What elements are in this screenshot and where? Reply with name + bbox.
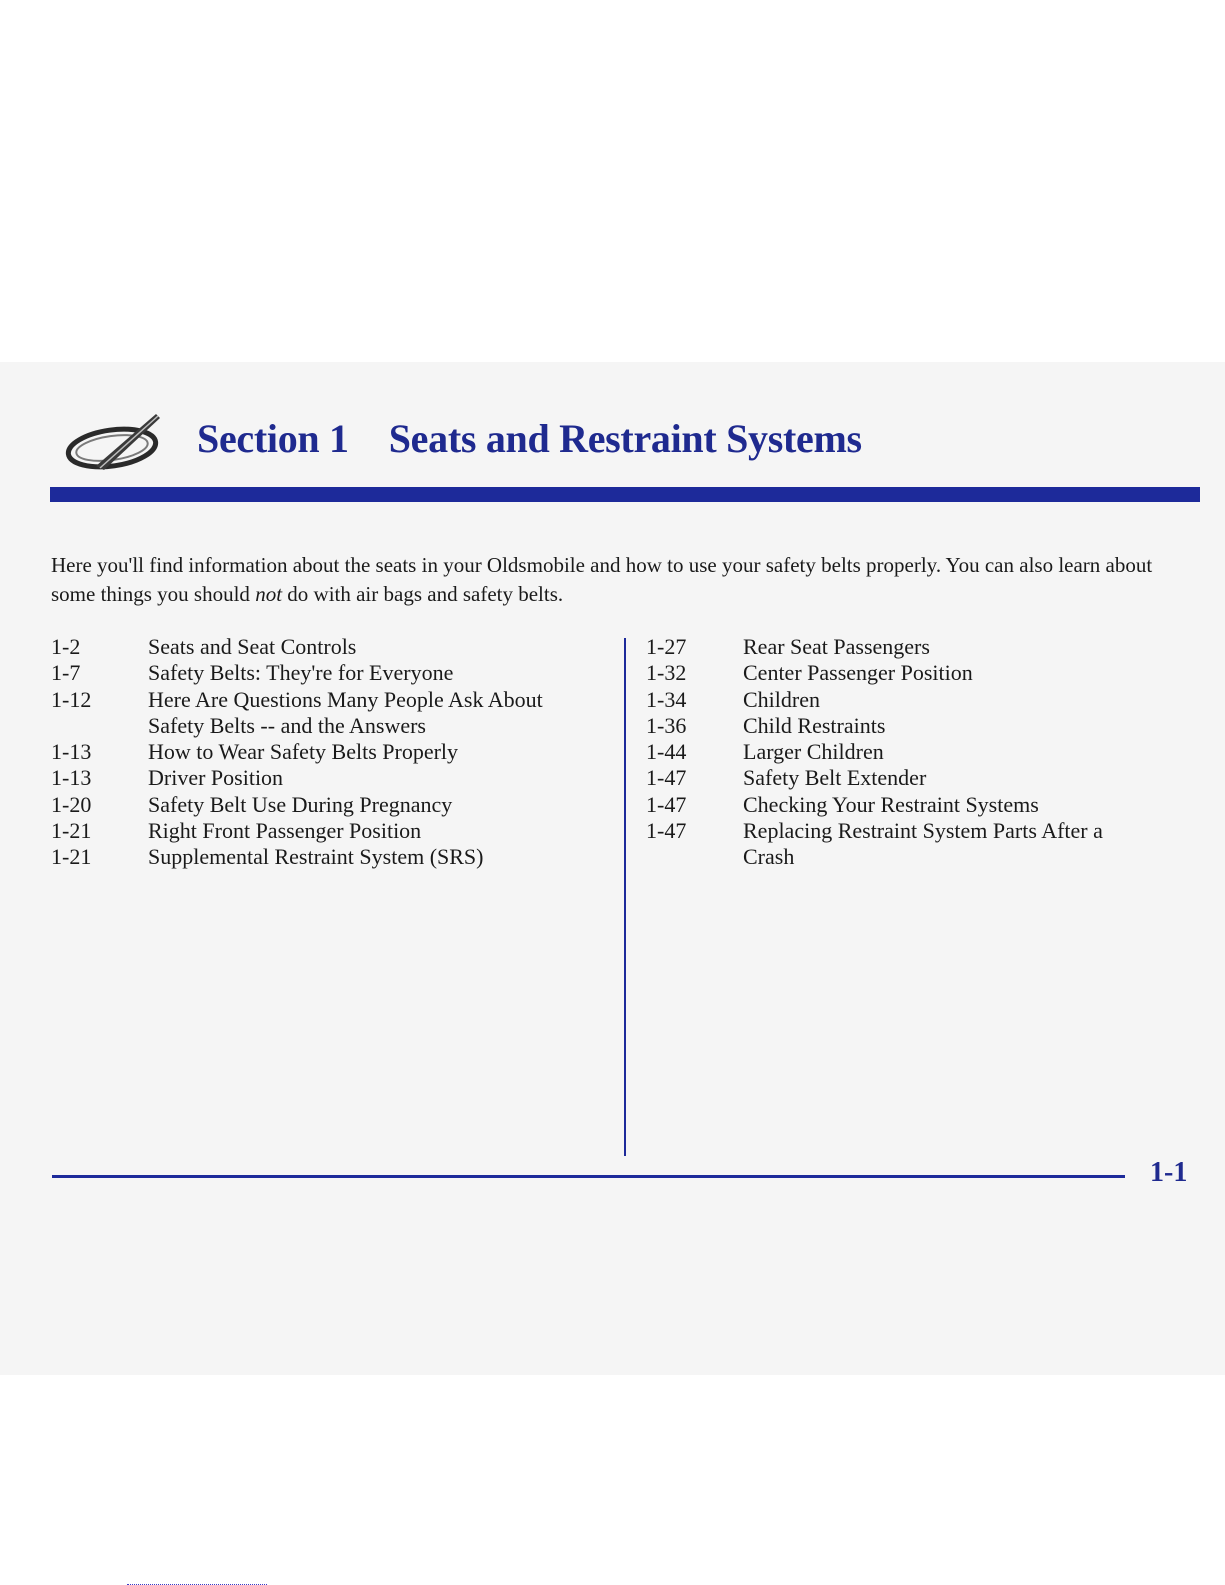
toc-title: Supplemental Restraint System (SRS): [148, 844, 484, 870]
intro-text-start: Here you'll find information about the seats in your Oldsmobile and how to use your safety belts properly. You can also learn about some things you should: [51, 553, 1153, 606]
column-divider: [624, 638, 626, 1156]
toc-title: Right Front Passenger Position: [148, 818, 422, 844]
toc-page-number: 1-12: [51, 686, 92, 712]
section-title: Seats and Restraint Systems: [388, 416, 862, 461]
toc-page-number: 1-44: [646, 739, 687, 765]
section-heading: [197, 415, 862, 462]
header-divider: [50, 487, 1200, 502]
toc-entry[interactable]: [646, 634, 1206, 660]
toc-title: Children: [743, 686, 820, 712]
toc-page-number: 1-47: [646, 818, 687, 844]
toc-page-number: 1-36: [646, 712, 687, 738]
toc-entry[interactable]: [51, 660, 611, 686]
toc-entry[interactable]: [51, 687, 611, 740]
toc-title: Safety Belts: They're for Everyone: [148, 660, 454, 686]
intro-text-end: do with air bags and safety belts.: [282, 582, 564, 606]
toc-entry[interactable]: [51, 765, 611, 791]
toc-page-number: 1-47: [646, 791, 687, 817]
toc-right-column: [646, 634, 1206, 871]
toc-entry[interactable]: [51, 792, 611, 818]
toc-title: Child Restraints: [743, 712, 886, 738]
toc-page-number: 1-13: [51, 739, 92, 765]
toc-entry[interactable]: [646, 660, 1206, 686]
toc-title: Safety Belt Extender: [743, 765, 927, 791]
toc-title: Driver Position: [148, 765, 284, 791]
toc-page-number: 1-20: [51, 791, 92, 817]
toc-page-number: 1-27: [646, 634, 687, 659]
toc-page-number: 1-21: [51, 844, 92, 870]
toc-title: Seats and Seat Controls: [148, 634, 357, 659]
footer-divider: [52, 1175, 1125, 1178]
toc-title: Here Are Questions Many People Ask About Safety Belts -- and the Answers: [148, 686, 543, 738]
intro-paragraph: [51, 551, 1181, 609]
toc-page-number: 1-21: [51, 818, 92, 844]
toc-entry[interactable]: [646, 739, 1206, 765]
section-label: Section 1: [197, 416, 349, 461]
toc-entry[interactable]: [646, 765, 1206, 791]
toc-entry[interactable]: [646, 792, 1206, 818]
toc-entry[interactable]: [646, 687, 1206, 713]
toc-page-number: 1-47: [646, 765, 687, 791]
toc-entry[interactable]: [646, 713, 1206, 739]
toc-title: Safety Belt Use During Pregnancy: [148, 791, 453, 817]
toc-entry[interactable]: [646, 818, 1206, 871]
toc-page-number: 1-2: [51, 634, 81, 659]
toc-page-number: 1-7: [51, 660, 81, 686]
intro-emphasis: not: [255, 582, 283, 606]
toc-page-number: 1-34: [646, 686, 687, 712]
toc-title: Replacing Restraint System Parts After a Crash: [743, 818, 1103, 870]
toc-page-number: 1-32: [646, 660, 687, 686]
toc-title: Checking Your Restraint Systems: [743, 791, 1039, 817]
toc-title: How to Wear Safety Belts Properly: [148, 739, 459, 765]
toc-title: Larger Children: [743, 739, 884, 765]
toc-title: Rear Seat Passengers: [743, 634, 930, 659]
toc-left-column: [51, 634, 611, 871]
toc-page-number: 1-13: [51, 765, 92, 791]
toc-entry[interactable]: [51, 844, 611, 870]
toc-entry[interactable]: [51, 634, 611, 660]
toc-entry[interactable]: [51, 818, 611, 844]
page-number: 1-1: [1150, 1157, 1188, 1188]
oldsmobile-logo-icon: [60, 410, 180, 480]
toc-entry[interactable]: [51, 739, 611, 765]
toc-title: Center Passenger Position: [743, 660, 973, 686]
